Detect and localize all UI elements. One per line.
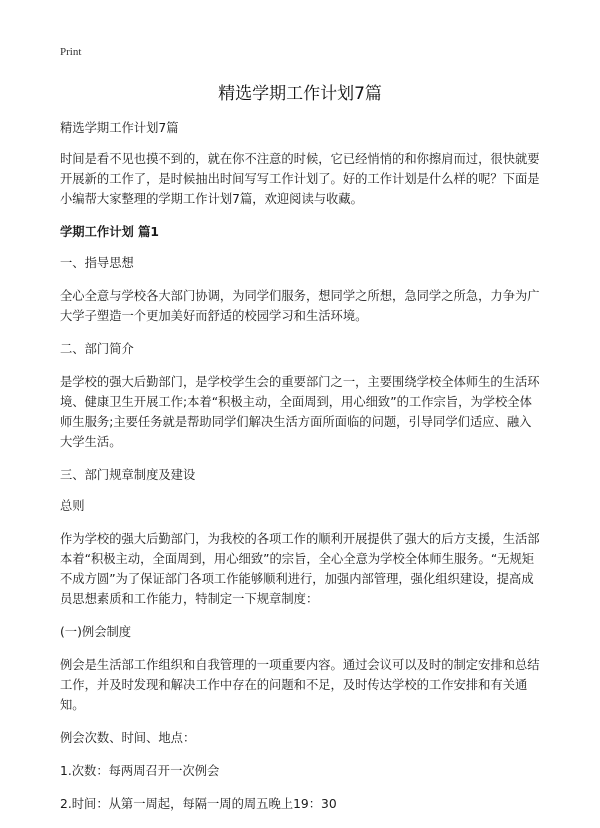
subheading-department-intro: 二、部门简介 [60,342,134,356]
list-item-frequency: 1.次数：每两周召开一次例会 [60,764,220,778]
paragraph-guiding-idea: 全心全意与学校各大部门协调，为同学们服务，想同学之所想，急同学之所急，力争为广大学子塑造一个更加美好而舒适的校园学习和生活环境。 [60,289,540,323]
article-body [60,118,542,814]
paragraph-general: 作为学校的强大后勤部门，为我校的各项工作的顺利开展提供了强大的后方支援，生活部本着“积极主动，全面周到，用心细致”的宗旨，全心全意为学校全体师生服务。“无规矩不成方圆”为了保证部门各项工作能够顺利进行，加强内部管理，强化组织建设，提高成员思想素质和工作能力，特制定一下规章制度： [60,532,540,606]
paragraph-department-intro: 是学校的强大后勤部门，是学校学生会的重要部门之一，主要围绕学校全体师生的生活环境、健康卫生开展工作;本着“积极主动，全面周到，用心细致”的工作宗旨，为学校全体师生服务;主要任务就是帮助同学们解决生活方面所面临的问题，引导同学们适应、融入大学生活。 [60,375,540,449]
list-item-time: 2.时间：从第一周起，每隔一周的周五晚上19：30 [60,797,337,811]
paragraph-meeting-details: 例会次数、时间、地点： [60,731,196,745]
subheading-rules: 三、部门规章制度及建设 [60,468,196,482]
page-title: 精选学期工作计划7篇 [218,84,382,104]
subheading-general: 总则 [60,499,85,513]
paragraph-meeting: 例会是生活部工作组织和自我管理的一项重要内容。通过会议可以及时的制定安排和总结工作，并及时发现和解决工作中存在的问题和不足，及时传达学校的工作安排和有关通知。 [60,658,540,712]
subheading-guiding-idea: 一、指导思想 [60,256,134,270]
subheading-meeting-system: (一)例会制度 [60,625,132,639]
section-heading: 学期工作计划 篇1 [60,225,159,239]
article-subtitle: 精选学期工作计划7篇 [60,121,179,135]
intro-paragraph: 时间是看不见也摸不到的，就在你不注意的时候，它已经悄悄的和你擦肩而过，很快就要开展新的工作了，是时候抽出时间写写工作计划了。好的工作计划是什么样的呢？下面是小编帮大家整理的学期工作计划7篇，欢迎阅读与收藏。 [60,152,540,206]
print-link[interactable]: Print [60,46,82,58]
